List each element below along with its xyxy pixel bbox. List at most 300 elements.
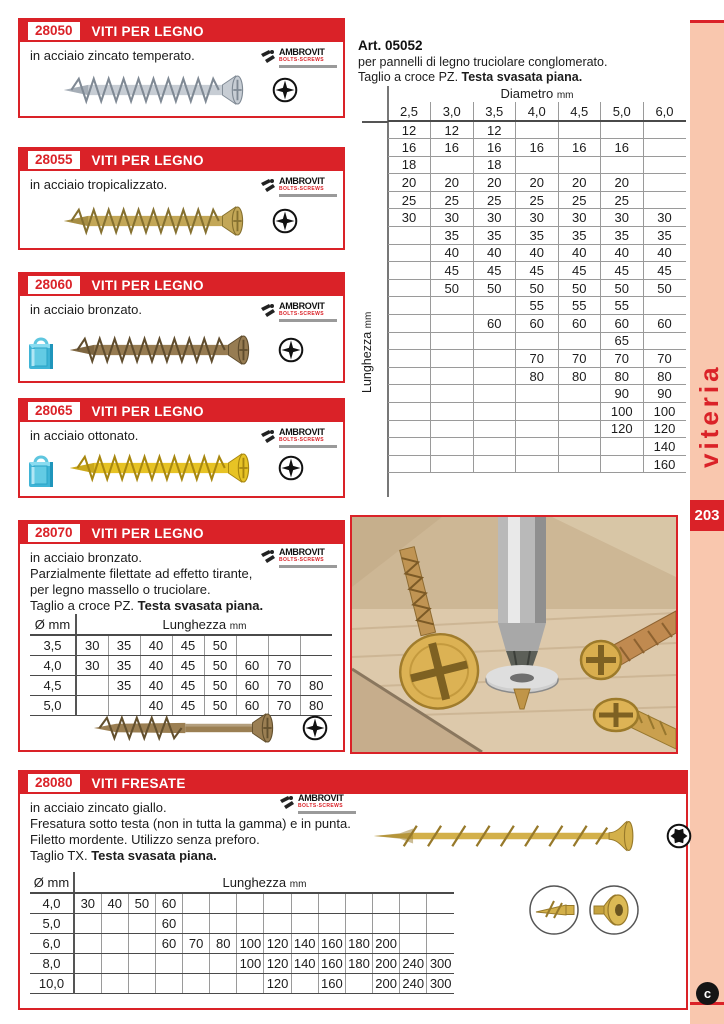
size-cell: 120 (264, 933, 291, 953)
size-cell: 16 (516, 139, 559, 157)
size-cell (291, 973, 318, 993)
product-title: VITI PER LEGNO (91, 403, 204, 419)
diameter-column-header: Ø mm (30, 872, 74, 893)
product-block-28050 (18, 18, 345, 118)
brand-rule (279, 194, 337, 197)
size-cell: 50 (516, 279, 559, 297)
head-type-text: Testa svasata piana. (137, 598, 264, 613)
size-cell: 50 (643, 279, 686, 297)
table-row (388, 297, 686, 315)
size-cell (318, 913, 345, 933)
size-cell (318, 893, 345, 913)
size-cell (388, 279, 431, 297)
screw-image (372, 816, 652, 856)
size-cell: 40 (140, 695, 172, 715)
size-cell: 16 (388, 139, 431, 157)
description-line: in acciaio ottonato. (30, 428, 139, 443)
size-cell: 100 (601, 403, 644, 421)
cut-type-text: Taglio TX. (30, 848, 92, 863)
screw-illustration-row (62, 201, 298, 241)
size-cell (431, 315, 474, 333)
brand-text (298, 794, 356, 814)
brand-tagline: BOLTS-SCREWS (279, 311, 324, 317)
description-line: in acciaio zincato temperato. (30, 48, 195, 63)
block-header (20, 522, 343, 544)
brand-screws-icon (259, 177, 277, 193)
size-cell: 35 (516, 227, 559, 245)
description-line: Filetto mordente. Utilizzo senza preforo. (30, 832, 260, 847)
size-cell: 300 (427, 973, 454, 993)
brand-rule (279, 565, 337, 568)
size-cell (643, 156, 686, 174)
table-row (388, 244, 686, 262)
size-cell: 40 (643, 244, 686, 262)
size-cell (210, 893, 237, 913)
size-cell (74, 973, 101, 993)
size-table-header (30, 872, 454, 893)
size-cell (516, 438, 559, 456)
table-row (388, 403, 686, 421)
size-cell (516, 156, 559, 174)
size-cell: 80 (643, 367, 686, 385)
size-cell (431, 367, 474, 385)
size-cell (74, 913, 101, 933)
size-cell (516, 121, 559, 139)
size-cell (431, 350, 474, 368)
size-cell: 70 (558, 350, 601, 368)
size-cell (128, 913, 155, 933)
size-cell (643, 139, 686, 157)
size-cell (473, 385, 516, 403)
size-cell: 35 (473, 227, 516, 245)
product-block-28065 (18, 398, 345, 498)
size-cell: 90 (601, 385, 644, 403)
size-cell: 50 (601, 279, 644, 297)
size-cell: 45 (172, 655, 204, 675)
brand-screws-icon (259, 548, 277, 564)
size-cell (101, 913, 128, 933)
size-cell: 60 (236, 655, 268, 675)
size-cell: 4,0 (30, 655, 76, 675)
diameter-unit: mm (556, 90, 574, 101)
length-column-header (74, 872, 454, 893)
table-row (30, 655, 332, 675)
size-cell: 60 (155, 933, 182, 953)
size-cell (643, 191, 686, 209)
size-cell (128, 953, 155, 973)
size-cell: 10,0 (30, 973, 74, 993)
table-row (388, 156, 686, 174)
size-cell: 5,0 (30, 913, 74, 933)
size-cell (601, 156, 644, 174)
size-cell: 45 (172, 675, 204, 695)
brand-screws-icon (278, 794, 296, 810)
head-type-text: Testa svasata piana. (461, 70, 583, 84)
size-cell: 30 (473, 209, 516, 227)
size-cell: 40 (516, 244, 559, 262)
size-cell (345, 913, 372, 933)
size-cell (155, 953, 182, 973)
brand-name: AMBROVIT (279, 547, 325, 557)
size-cell: 45 (473, 262, 516, 280)
size-cell (237, 973, 264, 993)
table-row (388, 385, 686, 403)
diameter-label: Diametro (500, 86, 554, 101)
length-unit: mm (363, 311, 374, 329)
brand-name: AMBROVIT (279, 176, 325, 186)
photo-illustration (352, 517, 676, 752)
size-cell: 18 (473, 156, 516, 174)
size-cell: 20 (388, 174, 431, 192)
size-cell (210, 953, 237, 973)
table-row (388, 262, 686, 280)
product-title: VITI PER LEGNO (91, 277, 204, 293)
size-cell: 25 (388, 191, 431, 209)
size-cell (210, 973, 237, 993)
table-row (388, 139, 686, 157)
table-row (388, 438, 686, 456)
size-cell (473, 438, 516, 456)
size-cell (431, 403, 474, 421)
size-cell: 240 (400, 973, 427, 993)
size-cell (400, 933, 427, 953)
product-photo (350, 515, 678, 754)
package-box-icon (26, 452, 56, 488)
size-cell: 80 (516, 367, 559, 385)
description-line: in acciaio tropicalizzato. (30, 177, 168, 192)
size-table-28080 (30, 872, 454, 994)
size-cell: 3,0 (431, 102, 474, 121)
size-cell (601, 438, 644, 456)
product-title: VITI PER LEGNO (91, 152, 204, 168)
size-cell (516, 385, 559, 403)
table-row (30, 913, 454, 933)
screw-head-detail-circle (588, 884, 640, 936)
table-row (388, 227, 686, 245)
head-type-text: Testa svasata piana. (91, 848, 217, 863)
screw-illustration-row (62, 70, 298, 110)
size-cell: 200 (373, 933, 400, 953)
size-cell: 40 (431, 244, 474, 262)
size-cell (291, 913, 318, 933)
description-line: in acciaio bronzato. (30, 550, 143, 565)
tx-drive-icon (666, 823, 692, 849)
size-cell: 80 (210, 933, 237, 953)
size-cell: 120 (264, 953, 291, 973)
length-column-header (76, 614, 332, 635)
size-cell: 160 (318, 953, 345, 973)
size-cell (558, 332, 601, 350)
table-row (30, 635, 332, 655)
size-cell: 20 (601, 174, 644, 192)
size-cell: 50 (204, 695, 236, 715)
size-cell (431, 156, 474, 174)
table-row (388, 332, 686, 350)
matrix-header-rule-ext (362, 121, 388, 123)
table-row (388, 209, 686, 227)
size-cell: 55 (558, 297, 601, 315)
size-cell: 5,0 (601, 102, 644, 121)
size-cell: 200 (373, 973, 400, 993)
description-line (30, 598, 343, 614)
size-cell (388, 315, 431, 333)
size-cell (300, 635, 332, 655)
product-block-28060 (18, 272, 345, 383)
size-table-header (30, 614, 332, 635)
size-cell (473, 420, 516, 438)
size-cell: 50 (431, 279, 474, 297)
brand-rule (279, 319, 337, 322)
size-cell (76, 675, 108, 695)
size-cell (643, 332, 686, 350)
size-table-28070 (30, 614, 332, 716)
size-cell (388, 262, 431, 280)
diameter-column-header: Ø mm (30, 614, 76, 635)
size-cell: 45 (516, 262, 559, 280)
size-cell (558, 385, 601, 403)
size-cell (210, 913, 237, 933)
table-row (388, 420, 686, 438)
description-line: in acciaio bronzato. (30, 302, 143, 317)
brand-name: AMBROVIT (298, 793, 344, 803)
size-cell: 60 (155, 913, 182, 933)
size-cell (101, 933, 128, 953)
table-row (388, 367, 686, 385)
size-cell: 35 (108, 635, 140, 655)
size-cell: 60 (236, 675, 268, 695)
size-cell (345, 893, 372, 913)
length-axis-label (360, 312, 374, 393)
article-description: per pannelli di legno truciolare conglomerato. (358, 55, 608, 69)
size-cell: 40 (101, 893, 128, 913)
table-row (30, 933, 454, 953)
size-cell: 70 (268, 695, 300, 715)
size-cell: 25 (558, 191, 601, 209)
size-cell: 25 (431, 191, 474, 209)
size-cell: 45 (643, 262, 686, 280)
size-cell (473, 403, 516, 421)
size-cell: 40 (140, 675, 172, 695)
size-cell: 65 (601, 332, 644, 350)
size-cell: 240 (400, 953, 427, 973)
size-cell (237, 893, 264, 913)
brand-tagline: BOLTS-SCREWS (298, 803, 343, 809)
description-line: in acciaio zincato giallo. (30, 800, 167, 815)
table-row (388, 315, 686, 333)
block-header (20, 772, 686, 794)
size-cell: 60 (155, 893, 182, 913)
brand-text (279, 48, 337, 68)
size-cell: 30 (431, 209, 474, 227)
brand-text (279, 548, 337, 568)
ambrovit-logo (259, 302, 339, 322)
size-cell (264, 913, 291, 933)
size-cell: 20 (558, 174, 601, 192)
size-cell (516, 403, 559, 421)
product-code: 28080 (28, 774, 80, 792)
brand-rule (298, 811, 356, 814)
size-cell (373, 893, 400, 913)
size-cell: 300 (427, 953, 454, 973)
size-cell: 16 (558, 139, 601, 157)
pz-drive-icon (278, 337, 304, 363)
size-cell (388, 297, 431, 315)
product-block-28070 (18, 520, 345, 752)
size-cell: 140 (291, 953, 318, 973)
product-block-28080 (18, 770, 688, 1010)
size-cell: 80 (300, 695, 332, 715)
table-row (388, 279, 686, 297)
size-cell: 4,5 (30, 675, 76, 695)
pz-drive-icon (302, 715, 328, 741)
size-cell: 100 (643, 403, 686, 421)
size-cell: 16 (601, 139, 644, 157)
table-row (388, 174, 686, 192)
size-cell: 4,0 (30, 893, 74, 913)
size-cell (128, 933, 155, 953)
length-header-unit: mm (289, 878, 307, 890)
size-cell (427, 913, 454, 933)
size-cell: 45 (172, 695, 204, 715)
ambrovit-logo (259, 48, 339, 68)
size-cell: 60 (236, 695, 268, 715)
size-cell (388, 367, 431, 385)
size-cell: 30 (558, 209, 601, 227)
size-cell: 30 (388, 209, 431, 227)
size-cell: 60 (643, 315, 686, 333)
size-cell: 60 (473, 315, 516, 333)
table-row (388, 121, 686, 139)
size-cell: 40 (140, 635, 172, 655)
size-cell (400, 913, 427, 933)
page-number-badge (690, 500, 724, 531)
size-cell: 2,5 (388, 102, 431, 121)
size-cell: 16 (431, 139, 474, 157)
size-cell (473, 297, 516, 315)
size-cell: 30 (516, 209, 559, 227)
size-cell: 70 (643, 350, 686, 368)
size-matrix-table (388, 102, 686, 473)
size-cell (183, 893, 210, 913)
screw-image (62, 70, 258, 110)
diameter-axis-label (388, 86, 686, 101)
size-cell: 25 (473, 191, 516, 209)
description-line: Fresatura sotto testa (non in tutta la gamma) e in punta. (30, 816, 351, 831)
size-cell: 40 (601, 244, 644, 262)
size-cell: 50 (204, 655, 236, 675)
length-header-text: Lunghezza (222, 874, 287, 890)
size-cell (388, 385, 431, 403)
size-cell (101, 953, 128, 973)
size-table-body (30, 893, 454, 993)
size-cell: 45 (431, 262, 474, 280)
screw-image (62, 201, 258, 241)
size-cell (473, 455, 516, 473)
cut-type-text: Taglio a croce PZ. (358, 70, 462, 84)
screw-image (68, 330, 264, 370)
size-cell: 70 (601, 350, 644, 368)
product-code: 28070 (28, 524, 80, 542)
matrix-header (388, 102, 686, 121)
size-cell (601, 121, 644, 139)
size-cell (237, 913, 264, 933)
size-cell: 16 (473, 139, 516, 157)
screw-image (68, 448, 264, 488)
size-cell (643, 174, 686, 192)
size-cell: 3,5 (30, 635, 76, 655)
size-cell: 35 (601, 227, 644, 245)
size-cell: 50 (204, 635, 236, 655)
product-code: 28055 (28, 151, 80, 169)
size-cell: 30 (76, 635, 108, 655)
pz-drive-icon (272, 77, 298, 103)
size-cell (473, 350, 516, 368)
size-cell (516, 455, 559, 473)
size-cell: 120 (601, 420, 644, 438)
size-cell (74, 933, 101, 953)
product-code: 28060 (28, 276, 80, 294)
article-number: Art. 05052 (358, 38, 423, 53)
size-cell: 40 (140, 655, 172, 675)
screw-illustration-row (68, 330, 304, 370)
size-cell (643, 297, 686, 315)
size-cell: 60 (601, 315, 644, 333)
size-cell: 8,0 (30, 953, 74, 973)
ambrovit-logo (259, 548, 339, 568)
size-cell (427, 933, 454, 953)
size-cell: 70 (268, 655, 300, 675)
screw-illustration-row (68, 448, 304, 488)
brand-tagline: BOLTS-SCREWS (279, 186, 324, 192)
size-cell: 50 (473, 279, 516, 297)
size-cell: 25 (601, 191, 644, 209)
size-cell: 5,0 (30, 695, 76, 715)
size-cell (388, 438, 431, 456)
size-cell (400, 893, 427, 913)
brand-name: AMBROVIT (279, 301, 325, 311)
size-cell: 20 (431, 174, 474, 192)
size-cell: 180 (345, 933, 372, 953)
brand-screws-icon (259, 302, 277, 318)
size-cell (155, 973, 182, 993)
size-cell: 45 (601, 262, 644, 280)
size-cell (74, 953, 101, 973)
size-cell: 60 (558, 315, 601, 333)
side-tab-top-rule (690, 20, 724, 23)
brand-tagline: BOLTS-SCREWS (279, 57, 324, 63)
size-cell (516, 420, 559, 438)
brand-tagline: BOLTS-SCREWS (279, 557, 324, 563)
block-header (20, 149, 343, 171)
size-cell: 70 (516, 350, 559, 368)
size-cell (473, 367, 516, 385)
product-title: VITI PER LEGNO (91, 525, 204, 541)
size-cell: 12 (473, 121, 516, 139)
brand-text (279, 428, 337, 448)
length-label: Lunghezza (360, 331, 374, 393)
size-cell: 140 (291, 933, 318, 953)
size-cell (431, 455, 474, 473)
size-cell: 3,5 (473, 102, 516, 121)
size-cell (427, 893, 454, 913)
size-cell (558, 420, 601, 438)
size-cell: 4,0 (516, 102, 559, 121)
size-cell: 20 (473, 174, 516, 192)
size-cell (473, 332, 516, 350)
size-cell (558, 403, 601, 421)
size-cell (128, 973, 155, 993)
brand-rule (279, 65, 337, 68)
